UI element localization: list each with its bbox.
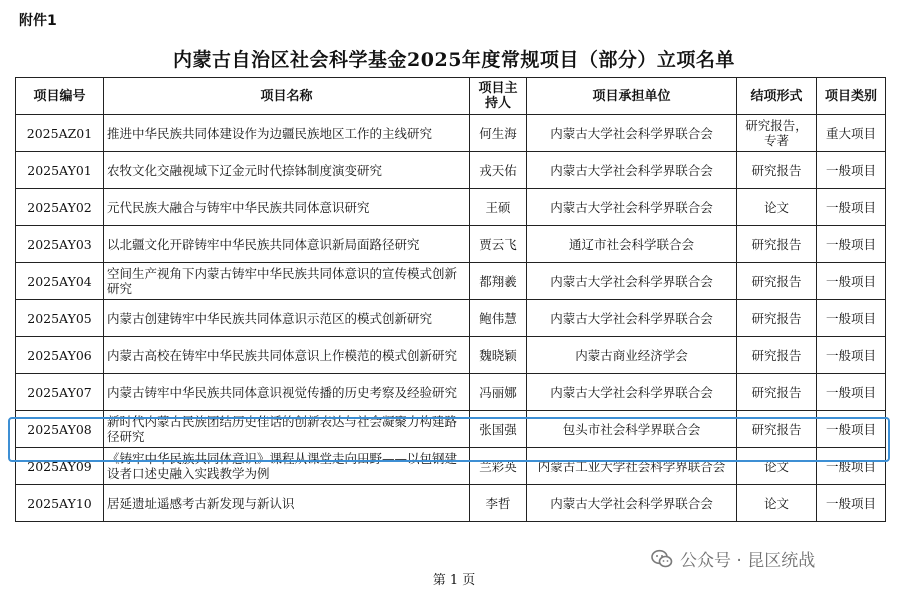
cell-project-name: 《铸牢中华民族共同体意识》课程从课堂走向田野——以包钢建设者口述史融入实践教学为例 xyxy=(104,448,470,485)
account-watermark xyxy=(650,546,815,571)
cell-project-category: 一般项目 xyxy=(817,485,886,522)
cell-project-name: 推进中华民族共同体建设作为边疆民族地区工作的主线研究 xyxy=(104,115,470,152)
cell-project-code: 2025AY02 xyxy=(16,189,104,226)
cell-host-institution: 内蒙古商业经济学会 xyxy=(527,337,737,374)
cell-project-category: 一般项目 xyxy=(817,374,886,411)
table-row xyxy=(16,411,886,448)
cell-project-code: 2025AY07 xyxy=(16,374,104,411)
attachment-label: 附件1 xyxy=(19,13,57,29)
table-row xyxy=(16,263,886,300)
cell-project-category: 一般项目 xyxy=(817,448,886,485)
cell-project-leader: 魏晓颖 xyxy=(470,337,527,374)
cell-completion-form: 论文 xyxy=(737,189,817,226)
cell-completion-form: 研究报告 xyxy=(737,263,817,300)
cell-project-leader: 李哲 xyxy=(470,485,527,522)
cell-project-code: 2025AZ01 xyxy=(16,115,104,152)
table-row xyxy=(16,448,886,485)
cell-project-code: 2025AY10 xyxy=(16,485,104,522)
table-row xyxy=(16,226,886,263)
cell-completion-form: 研究报告 xyxy=(737,226,817,263)
header-project-name: 项目名称 xyxy=(104,78,470,115)
table-row xyxy=(16,189,886,226)
cell-host-institution: 包头市社会科学界联合会 xyxy=(527,411,737,448)
header-host-institution: 项目承担单位 xyxy=(527,78,737,115)
table-row xyxy=(16,300,886,337)
cell-project-code: 2025AY05 xyxy=(16,300,104,337)
table-row xyxy=(16,152,886,189)
table-body xyxy=(16,115,886,522)
cell-project-category: 一般项目 xyxy=(817,189,886,226)
cell-project-category: 一般项目 xyxy=(817,411,886,448)
cell-completion-form: 研究报告 xyxy=(737,337,817,374)
cell-project-name: 内蒙古创建铸牢中华民族共同体意识示范区的模式创新研究 xyxy=(104,300,470,337)
cell-completion-form: 论文 xyxy=(737,448,817,485)
cell-completion-form: 研究报告，专著 xyxy=(737,115,817,152)
cell-host-institution: 内蒙古大学社会科学界联合会 xyxy=(527,300,737,337)
cell-project-name: 元代民族大融合与铸牢中华民族共同体意识研究 xyxy=(104,189,470,226)
header-project-code: 项目编号 xyxy=(16,78,104,115)
cell-project-category: 一般项目 xyxy=(817,300,886,337)
cell-project-leader: 何生海 xyxy=(470,115,527,152)
cell-host-institution: 内蒙古大学社会科学界联合会 xyxy=(527,152,737,189)
cell-project-name: 农牧文化交融视域下辽金元时代捺钵制度演变研究 xyxy=(104,152,470,189)
table-row xyxy=(16,485,886,522)
cell-project-category: 重大项目 xyxy=(817,115,886,152)
cell-host-institution: 内蒙古大学社会科学界联合会 xyxy=(527,485,737,522)
cell-host-institution: 内蒙古大学社会科学界联合会 xyxy=(527,189,737,226)
cell-project-leader: 贾云飞 xyxy=(470,226,527,263)
cell-completion-form: 研究报告 xyxy=(737,411,817,448)
cell-project-category: 一般项目 xyxy=(817,152,886,189)
cell-project-code: 2025AY04 xyxy=(16,263,104,300)
cell-completion-form: 论文 xyxy=(737,485,817,522)
document-title: 内蒙古自治区社会科学基金2025年度常规项目（部分）立项名单 xyxy=(173,49,735,71)
table-row xyxy=(16,337,886,374)
cell-project-code: 2025AY03 xyxy=(16,226,104,263)
cell-project-leader: 都翔羲 xyxy=(470,263,527,300)
cell-project-leader: 张国强 xyxy=(470,411,527,448)
table-header-row xyxy=(16,78,886,115)
cell-project-code: 2025AY08 xyxy=(16,411,104,448)
cell-project-category: 一般项目 xyxy=(817,263,886,300)
cell-project-category: 一般项目 xyxy=(817,226,886,263)
project-roster-table xyxy=(15,77,886,522)
header-completion-form: 结项形式 xyxy=(737,78,817,115)
cell-project-leader: 戎天佑 xyxy=(470,152,527,189)
cell-project-code: 2025AY09 xyxy=(16,448,104,485)
cell-completion-form: 研究报告 xyxy=(737,300,817,337)
page-number: 第 1 页 xyxy=(432,573,476,588)
cell-host-institution: 内蒙古大学社会科学界联合会 xyxy=(527,374,737,411)
cell-project-name: 内蒙古高校在铸牢中华民族共同体意识上作模范的模式创新研究 xyxy=(104,337,470,374)
cell-project-category: 一般项目 xyxy=(817,337,886,374)
watermark-text: 公众号 · 昆区统战 xyxy=(680,551,816,571)
cell-project-name: 居延遗址遥感考古新发现与新认识 xyxy=(104,485,470,522)
cell-project-leader: 王硕 xyxy=(470,189,527,226)
cell-host-institution: 内蒙古大学社会科学界联合会 xyxy=(527,263,737,300)
table-row xyxy=(16,374,886,411)
wechat-logo-icon xyxy=(650,547,674,571)
cell-project-leader: 鲍伟慧 xyxy=(470,300,527,337)
header-project-leader: 项目主持人 xyxy=(470,78,527,115)
cell-project-name: 内蒙古铸牢中华民族共同体意识视觉传播的历史考察及经验研究 xyxy=(104,374,470,411)
table-row xyxy=(16,115,886,152)
cell-project-name: 新时代内蒙古民族团结历史佳话的创新表达与社会凝聚力构建路径研究 xyxy=(104,411,470,448)
cell-host-institution: 内蒙古大学社会科学界联合会 xyxy=(527,115,737,152)
cell-project-code: 2025AY01 xyxy=(16,152,104,189)
cell-completion-form: 研究报告 xyxy=(737,374,817,411)
cell-host-institution: 通辽市社会科学联合会 xyxy=(527,226,737,263)
header-project-category: 项目类别 xyxy=(817,78,886,115)
cell-project-leader: 冯丽娜 xyxy=(470,374,527,411)
cell-completion-form: 研究报告 xyxy=(737,152,817,189)
cell-project-leader: 兰彩英 xyxy=(470,448,527,485)
cell-host-institution: 内蒙古工业大学社会科学界联合会 xyxy=(527,448,737,485)
cell-project-code: 2025AY06 xyxy=(16,337,104,374)
cell-project-name: 空间生产视角下内蒙古铸牢中华民族共同体意识的宣传模式创新研究 xyxy=(104,263,470,300)
cell-project-name: 以北疆文化开辟铸牢中华民族共同体意识新局面路径研究 xyxy=(104,226,470,263)
